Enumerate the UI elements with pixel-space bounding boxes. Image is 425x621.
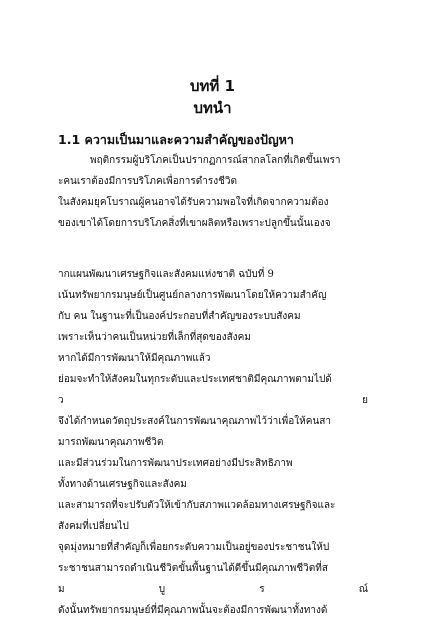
paragraph-line: และมีส่วนร่วมในการพัฒนาประเทศอย่างมีประสิทธิภาพ <box>58 458 293 469</box>
paragraph-line: และสามารถที่จะปรับตัวให้เข้ากับสภาพแวดล้อมทางเศรษฐกิจและ <box>58 500 336 511</box>
paragraph-line: เพราะเห็นว่าคนเป็นหน่วยที่เล็กที่สุดของสังคม <box>58 332 251 343</box>
paragraph-line: ระชาชนสามารถดำเนินชีวิตขั้นพื้นฐานได้ดีขึ้นมีคุณภาพชีวิตที่ส <box>58 563 328 574</box>
paragraph-1 <box>58 150 368 234</box>
paragraph-line: พฤติกรรมผู้บริโภคเป็นปรากฏการณ์สากลโลกที่เกิดขึ้นเพรา <box>90 155 341 166</box>
paragraph-line: ดังนั้นทรัพยากรมนุษย์ที่มีคุณภาพนั้นจะต้องมีการพัฒนาทั้งทางด้ <box>58 605 328 616</box>
paragraph-line: มารถพัฒนาคุณภาพชีวิต <box>58 437 164 448</box>
paragraph-line: สังคมที่เปลี่ยนไป <box>58 521 129 532</box>
chapter-number: บทที่ 1 <box>190 77 235 95</box>
paragraph-line: ากแผนพัฒนาเศรษฐกิจและสังคมแห่งชาติ ฉบับที่ 9 <box>58 269 274 280</box>
paragraph-line: หากได้มีการพัฒนาให้มีคุณภาพแล้ว <box>58 353 211 364</box>
paragraph-2 <box>58 264 368 621</box>
paragraph-line: กับ คน ในฐานะที่เป็นองค์ประกอบที่สำคัญของระบบสังคม <box>58 311 301 322</box>
paragraph-line: จุดมุ่งหมายที่สำคัญก็เพื่อยกระดับความเป็นอยู่ของประชาชนให้ป <box>58 542 330 553</box>
paragraph-line: ในสังคมยุคโบราณผู้คนอาจได้รับความพอใจที่เกิดจากความต้อง <box>58 197 329 208</box>
section-heading: 1.1 ความเป็นมาและความสำคัญของปัญหา <box>58 132 294 147</box>
paragraph-line: ย่อมจะทำให้สังคมในทุกระดับและประเทศชาติมีคุณภาพตามไปด้ <box>58 374 332 385</box>
paragraph-line: ม บู ร ณ์ <box>58 584 368 595</box>
chapter-title: บทนำ <box>193 99 232 117</box>
paragraph-line: จึงได้กำหนดวัตถุประสงค์ในการพัฒนาคุณภาพไว้ว่าเพื่อให้คนสา <box>58 416 331 427</box>
paragraph-line: ทั้งทางด้านเศรษฐกิจและสังคม <box>58 479 187 490</box>
paragraph-line: ะคนเราต้องมีการบริโภคเพื่อการดำรงชีวิต <box>58 176 238 187</box>
paragraph-line: เน้นทรัพยากรมนุษย์เป็นศูนย์กลางการพัฒนาโดยให้ความสำคัญ <box>58 290 327 301</box>
paragraph-line: ว ย <box>58 395 368 406</box>
paragraph-line: ของเขาได้โดยการบริโภคสิ่งที่เขาผลิตหรือเพราะปลูกขึ้นนั้นเองจ <box>58 218 331 229</box>
